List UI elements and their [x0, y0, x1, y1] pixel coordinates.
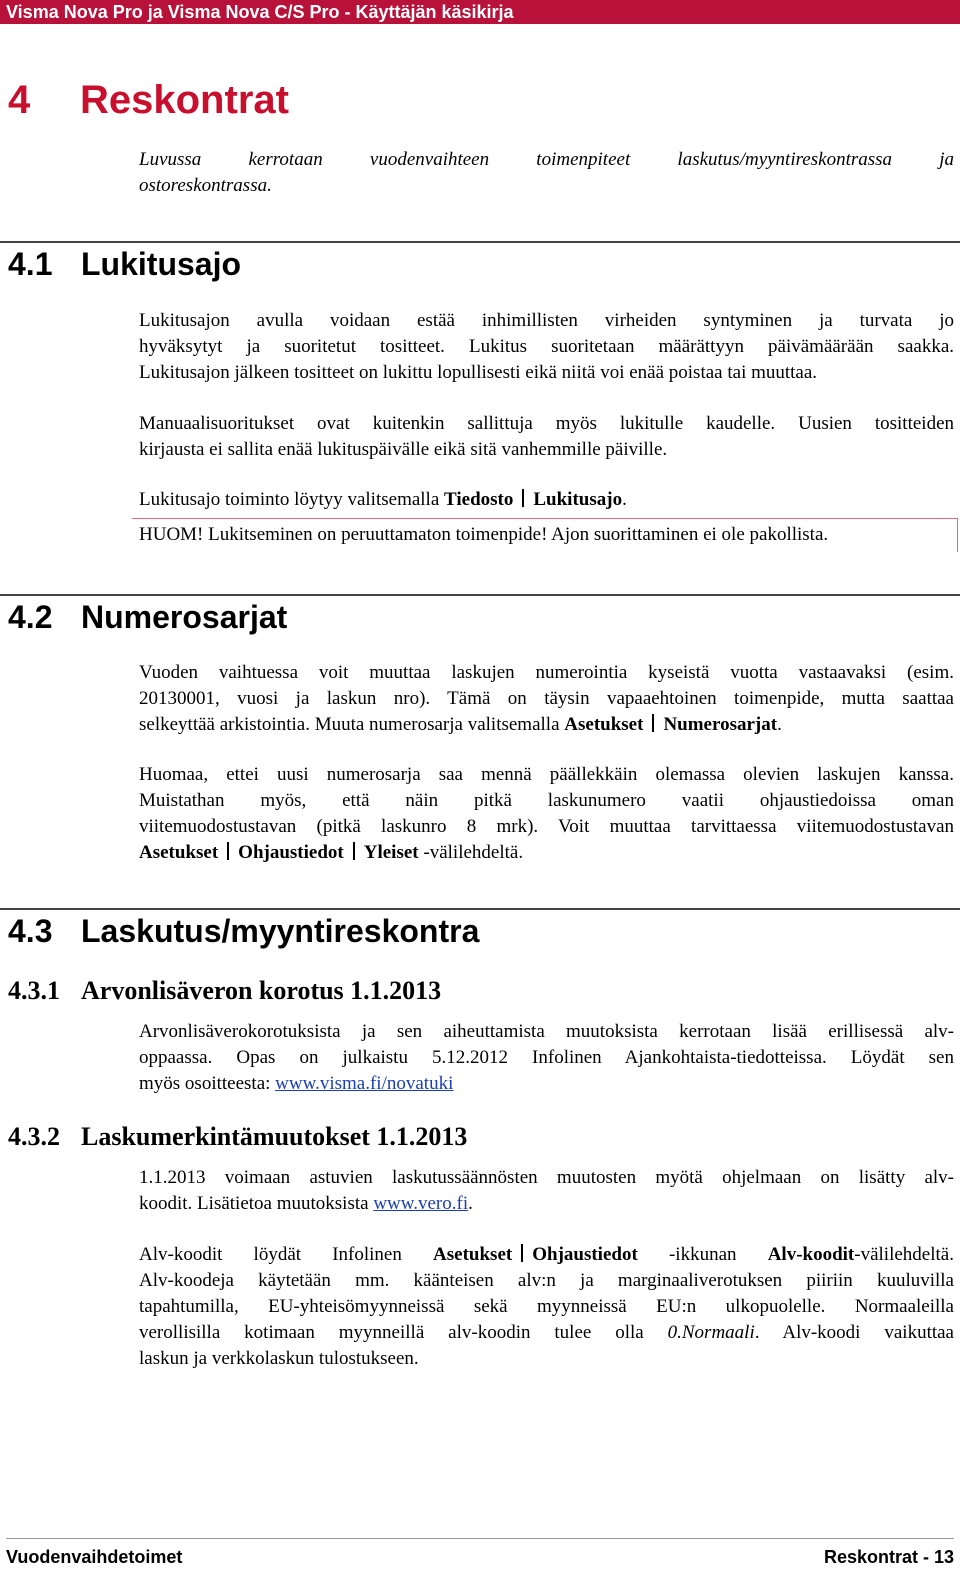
note-text: HUOM! Lukitseminen on peruuttamaton toimenpide! Ajon suorittaminen ei ole pakollista. [139, 524, 829, 545]
text-line: hyväksytyt ja suoritetut tositteet. Lukitus suoritetaan määrättyyn päivämäärään saakka. [139, 336, 954, 357]
menu-path-item: Lukitusajo [533, 489, 623, 510]
section-4-1-paragraph-3 [139, 487, 954, 513]
text-line: Huomaa, ettei uusi numerosarja saa mennä päällekkäin olemassa olevien laskujen kanssa. [139, 764, 954, 785]
text-line: laskun ja verkkolaskun tulostukseen. [139, 1348, 419, 1369]
menu-separator [227, 842, 229, 860]
document-header [0, 0, 960, 24]
menu-path-item: Ohjaustiedot [532, 1244, 638, 1265]
menu-path-item: Ohjaustiedot [238, 842, 344, 863]
text-line [139, 1071, 954, 1097]
section-title: Laskutus/myyntireskontra [81, 913, 480, 949]
menu-separator [652, 714, 654, 732]
section-number: 4.1 [8, 246, 53, 282]
text-run: selkeyttää arkistointia. Muuta numerosarja valitsemalla [139, 714, 565, 735]
chapter-intro [139, 147, 954, 199]
section-heading-4-1 [8, 244, 241, 284]
subsection-number: 4.3.2 [8, 1122, 60, 1151]
menu-path-item: Asetukset [139, 842, 219, 863]
text-run: . [622, 489, 627, 510]
text-line: 1.1.2013 voimaan astuvien laskutussäännösten muutosten myötä ohjelmaan on lisätty alv- [139, 1167, 954, 1188]
menu-path-item: Numerosarjat [663, 714, 778, 735]
text-run: -välilehdeltä. [418, 842, 524, 863]
text-line [139, 487, 954, 513]
section-heading-4-3 [8, 911, 479, 951]
text-line: Manuaalisuoritukset ovat kuitenkin sallittuja myös lukitulle kaudelle. Uusien tositteiden [139, 413, 954, 434]
section-4-1-paragraph-2 [139, 411, 954, 463]
document-title: Visma Nova Pro ja Visma Nova C/S Pro - Käyttäjän käsikirja [6, 2, 514, 22]
subsection-heading-4-3-2 [8, 1121, 467, 1153]
section-divider [0, 908, 960, 910]
text-run: verollisilla kotimaan myynneillä alv-koodin tulee olla [139, 1322, 668, 1343]
section-number: 4.3 [8, 913, 53, 949]
text-line [139, 840, 954, 866]
menu-path-item: Asetukset [433, 1244, 513, 1265]
subsection-number: 4.3.1 [8, 976, 60, 1005]
chapter-intro-line: Luvussa kerrotaan vuodenvaihteen toimenpiteet laskutus/myyntireskontrassa ja [139, 149, 954, 170]
text-line: 20130001, vuosi ja laskun nro). Tämä on täysin vapaaehtoinen toimenpide, mutta saattaa [139, 688, 954, 709]
text-line: Vuoden vaihtuessa voit muuttaa laskujen numerointia kyseistä vuotta vastaavaksi (esim. [139, 662, 954, 683]
text-run: koodit. Lisätietoa muutoksista [139, 1193, 374, 1214]
text-line [139, 1191, 954, 1217]
text-line [139, 1242, 954, 1268]
text-run: -ikkunan [637, 1244, 768, 1265]
menu-path-item: Alv-koodit [767, 1244, 855, 1265]
text-run: Alv-koodit löydät Infolinen [139, 1244, 434, 1265]
text-run: Lukitusajo toiminto löytyy valitsemalla [139, 489, 445, 510]
chapter-number: 4 [8, 78, 31, 122]
text-run: . [777, 714, 782, 735]
section-4-1-paragraph-1 [139, 308, 954, 386]
text-line: Arvonlisäverokorotuksista ja sen aiheuttamista muutoksista kerrotaan lisää erillisessä alv- [139, 1021, 954, 1042]
section-divider [0, 241, 960, 243]
section-number: 4.2 [8, 599, 53, 635]
vero-link[interactable]: www.vero.fi [373, 1193, 469, 1214]
novatuki-link[interactable]: www.visma.fi/novatuki [275, 1073, 454, 1094]
text-line: Lukitusajon jälkeen tositteet on lukittu lopullisesti eikä niitä voi enää poistaa tai muuttaa. [139, 362, 818, 383]
menu-separator [521, 1244, 523, 1262]
footer-section-name: Vuodenvaihdetoimet [6, 1547, 183, 1567]
menu-path-item: Asetukset [564, 714, 644, 735]
section-4-3-1-paragraph [139, 1019, 954, 1097]
text-line: kirjausta ei sallita enää lukituspäivälle eikä sitä vanhemmille päiville. [139, 439, 668, 460]
menu-path-item: Yleiset [363, 842, 419, 863]
section-4-3-2-paragraph-2 [139, 1242, 954, 1372]
text-run: -välilehdeltä. [854, 1244, 954, 1265]
section-title: Numerosarjat [81, 599, 288, 635]
section-4-3-2-paragraph-1 [139, 1165, 954, 1217]
section-divider [0, 594, 960, 596]
section-4-1-note [139, 522, 954, 548]
text-run: myös osoitteesta: [139, 1073, 276, 1094]
code-value: 0.Normaali [667, 1322, 755, 1343]
chapter-heading [8, 76, 289, 124]
section-4-2-paragraph-2 [139, 762, 954, 866]
section-heading-4-2 [8, 597, 287, 637]
chapter-intro-line: ostoreskontrassa. [139, 175, 272, 196]
menu-separator [353, 842, 355, 860]
text-line: Muistathan myös, että näin pitkä laskunumero vaatii ohjaustiedoissa oman [139, 790, 954, 811]
text-line: oppaassa. Opas on julkaistu 5.12.2012 Infolinen Ajankohtaista-tiedotteissa. Löydät sen [139, 1047, 954, 1068]
footer-page-number: Reskontrat - 13 [823, 1547, 954, 1567]
text-run: . Alv-koodi vaikuttaa [754, 1322, 954, 1343]
text-line: Alv-koodeja käytetään mm. käänteisen alv:n ja marginaaliverotuksen piiriin kuuluvilla [139, 1270, 954, 1291]
text-line: tapahtumilla, EU-yhteisömyynneissä sekä myynneissä EU:n ulkopuolelle. Normaaleilla [139, 1296, 954, 1317]
text-line: viitemuodostustavan (pitkä laskunro 8 mrk). Voit muuttaa tarvittaessa viitemuodostustavan [139, 816, 954, 837]
text-line [139, 712, 954, 738]
subsection-title: Arvonlisäveron korotus 1.1.2013 [81, 976, 442, 1005]
text-line [139, 1320, 954, 1346]
chapter-title: Reskontrat [80, 78, 289, 122]
section-4-2-paragraph-1 [139, 660, 954, 738]
subsection-title: Laskumerkintämuutokset 1.1.2013 [81, 1122, 468, 1151]
text-run: . [468, 1193, 473, 1214]
section-title: Lukitusajo [81, 246, 242, 282]
text-line: Lukitusajon avulla voidaan estää inhimillisten virheiden syntyminen ja turvata jo [139, 310, 954, 331]
subsection-heading-4-3-1 [8, 975, 441, 1007]
footer-divider [6, 1538, 954, 1539]
menu-separator [522, 489, 524, 507]
menu-path-item: Tiedosto [444, 489, 514, 510]
